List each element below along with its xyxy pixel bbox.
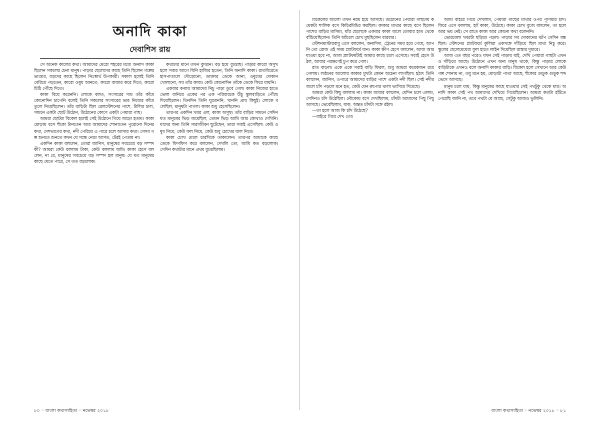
paragraph: আজ এত বছর পরেও যখন সেই পাড়ায় যাই, দেখি পেয়ারা গাছটা এখনও দাঁড়িয়ে আছে। উঠোনে এখন অন্য মানুষ থাকে, কিন্তু পাড়ার লোকে বাড়িটাকে এখনও বলে অনাদি কাকার বাড়ি। বিকেল হলে সেখানে আর কেউ গল্প শোনায় না, তবু মনে হয়, মোড়াটা পাতা আছে, হুঁকোর গুড়ুক গুড়ুক শব্দ ভেসে আসছে। — [438, 54, 566, 84]
paragraph: বিকেলের আলো তখন নরম হয়ে আসছে। উঠোনের পেয়ারা গাছটায় কয়েকটা শালিক বসে কিচিরমিচির করছিল। কাকার মাথার কাছে বসে ছিলেন পাশের বাড়ির মাসিমা, যাঁর ছেলেকে একবার কাকা জলে ডোবার হাত থেকে বাঁচিয়েছিলেন। তিনি আঁচলে চোখ মুছছিলেন বারবার। — [306, 18, 434, 42]
paragraph: তারপর একদিন খবর এল, কাকা অসুস্থ। তাঁর বাড়ির সামনে সেদিন যত মানুষের ভিড় জমেছিল, তেমন ভিড় আমি আর কোথাও দেখিনি। যাদের জন্য তিনি সারাজীবন ছুটেছেন, তারা সবাই এসেছিল। কেউ ওষুধ নিয়ে, কেউ ফল নিয়ে, কেউ শুধু চোখের জল নিয়ে। — [160, 111, 278, 135]
paragraph: ভোরবেলা খবরটা ছড়িয়ে পড়ল। পাড়ার সব দোকানের ঝাঁপ সেদিন বন্ধ ছিল। স্টেশনের প্ল্যাটফর্মে কুলিরা একসঙ্গে দাঁড়িয়ে ছিল মাথা নিচু করে। স্কুলের ছেলেমেয়েরা ফুল হাতে লাইন দিয়েছিল রাস্তার দুধারে। — [438, 36, 566, 54]
dialogue-line: —তা হলে আজ কি চাঁদ উঠেছে? — [312, 108, 368, 114]
right-page — [300, 0, 600, 424]
title-rule — [40, 58, 260, 59]
left-page-column-2 — [160, 63, 278, 403]
dialogue-line: —বাইরে গিয়ে দেখ তো। — [312, 114, 354, 120]
paragraph: আমি বাইরে গিয়ে দেখলাম, পেয়ারা গাছের মাথার ওপর পূর্ণিমার চাঁদ। ফিরে এসে বললাম, হ্যাঁ কাকা, উঠেছে। কাকা চোখ বুজে বললেন, তা হলে আর ভয় নেই। সে রাতে কাকা আর কোনো কথা বলেননি। — [438, 18, 566, 36]
paragraph: মানুষ চলে যায়, কিন্তু মানুষের কাছে যাওয়ার সেই পথটুকু থেকে যায়। অনাদি কাকা সেই পথ আমাদের দেখিয়ে গিয়েছিলেন। আমরা কতটা হাঁটতে পেরেছি জানি না, তবে পথটা যে আছে, সেটুকু আজও ভুলিনি। — [438, 84, 566, 102]
story-author: দেবাশিস রায় — [129, 44, 171, 54]
paragraph: কথাটার মানে তখন বুঝিনি। বড় হয়ে বুঝেছি। পাড়ার কারো অসুখ হলে সবার আগে যিনি হাজির হতেন, তিনি অনাদি কাকা। রাতবিরেতে হাসপাতালে দৌড়োনো, ডাক্তার ডেকে আনা, ওষুধের দোকান খোলানো, সব তাঁর কাজ। কেউ কোনোদিন তাঁকে ডেকে ফিরে যায়নি। — [160, 63, 278, 87]
right-page-column-1 — [306, 18, 434, 403]
story-title: অনাদি কাকা — [112, 24, 188, 40]
paragraph: কাকা বিয়ে করেননি। লোকে বলত, সংসারের দায় তাঁর কাঁধে কোনোদিন চাপেনি বলেই তিনি সকলের সংসারের ভার নিজের কাঁধে তুলে নিয়েছিলেন। তাঁর বাড়িটা ছিল রেলস্টেশনের পাশে, টালির চাল, সামনে একটা ছোট উঠোন, উঠোনের কোণে একটা পেয়ারা গাছ। — [34, 93, 154, 117]
right-page-footer: বাংলা কথাসাহিত্য ◦ নভেম্বর ২০১৮ ◦ ৮১ — [491, 409, 566, 414]
paragraph: একদিন কাকা বললেন, তোরা জানিস, মানুষের সবচেয়ে বড় সম্পদ কী? আমরা কেউ বললাম টাকা, কেউ বললাম জমি। কাকা হেসে বললেন, না রে, মানুষের সবচেয়ে বড় সম্পদ হল মানুষ। যে যত মানুষের কাছে যেতে পারে, সে তত বড়লোক। — [34, 141, 154, 165]
left-page-footer: ৮০ ◦ বাংলা কথাসাহিত্য ◦ নভেম্বর ২০১৮ — [34, 409, 109, 414]
left-page-column-1 — [34, 63, 154, 403]
paragraph: কাকা চোখ মেলে চারদিকে তাকালেন। তারপর আমাকে কাছে ডেকে ফিসফিস করে বললেন, দেখলি তো, আমি কত বড়লোক। সেদিন কথাটার মানে প্রথম বুঝেছিলাম। — [160, 135, 278, 153]
paragraph: স্টেশনমাস্টারবাবু এসে বললেন, অনাদিদা, ট্রেনের সময় হয়ে গেছে, আপনি তো রোজ এই সময় প্ল্যাটফর্মে যান। কাকা ক্ষীণ হেসে বললেন, আজ আর যাওয়া হবে না, আজ প্ল্যাটফর্মটাই আমার কাছে চলে এসেছে। সবাই হেসে উঠল, আবার পরক্ষণেই চুপ করে গেল। — [306, 42, 434, 66]
paragraph: একবার বন্যায় আমাদের নিচু পাড়া ডুবে গেল। কাকা নিজের হাতে ভেলা বানিয়ে একের পর এক পরিবারকে উঁচু স্কুলবাড়িতে পৌঁছে দিয়েছিলেন। তিনদিন তিনি ঘুমোননি, খাননি প্রায় কিছুই। লোকে বলেছিল, মানুষটা পাগল। কাকা শুধু হেসেছিলেন। — [160, 87, 278, 111]
paragraph: আমরা ছোটরা বিকেল হলেই সেই উঠোনে গিয়ে জড়ো হতাম। কাকা মোড়ায় বসে হুঁকো টানতেন আর আমাদের শোনাতেন পুরোনো দিনের কথা, দেশভাগের কথা, নদী পেরিয়ে এ পারে চলে আসার কথা। সেসব গল্প শুনতে শুনতে কখন যে সন্ধে নেমে আসত, টেরই পেতাম না। — [34, 117, 154, 141]
paragraph: রাত বাড়ল। একে একে সবাই বাড়ি ফিরল, শুধু আমরা কয়েকজন রয়ে গেলাম। লণ্ঠনের আলোয় কাকার মুখটা কেমন অচেনা লাগছিল। হঠাৎ তিনি বললেন, জানিস, ওপারে আমাদের বাড়ির পাশে একটা নদী ছিল। সেই নদীর জলে চাঁদ পড়লে মনে হত, কেউ যেন রুপোর থালা ভাসিয়ে দিয়েছে। — [306, 66, 434, 90]
right-page-column-2 — [438, 18, 566, 403]
paragraph: সে অনেক কালের কথা। আমাদের মেঠো শহরের মধ্যে অনাদি কাকা ছিলেন সকলের চেনা মানুষ। পাড়ার ছেলেদের কাছে তিনি ছিলেন গল্পের ভাণ্ডার, বড়দের কাছে ছিলেন নিঃস্বার্থ উপকারী। সকাল হলেই তিনি বেরিয়ে পড়তেন, কারো ওষুধ আনতে, কারো বাজার করে দিতে, কারো চিঠি পৌঁছে দিতে। — [34, 63, 154, 93]
paragraph: আমরা কেউ কিছু বললাম না। কাকা আবার বললেন, যেদিন চলে এলাম, সেদিনও চাঁদ উঠেছিল। নৌকোয় বসে দেখছিলাম, চাঁদটা আমাদের পিছু পিছু আসছে। ভেবেছিলাম, যাক, অন্তত চাঁদটা সঙ্গে রইল। — [306, 90, 434, 108]
